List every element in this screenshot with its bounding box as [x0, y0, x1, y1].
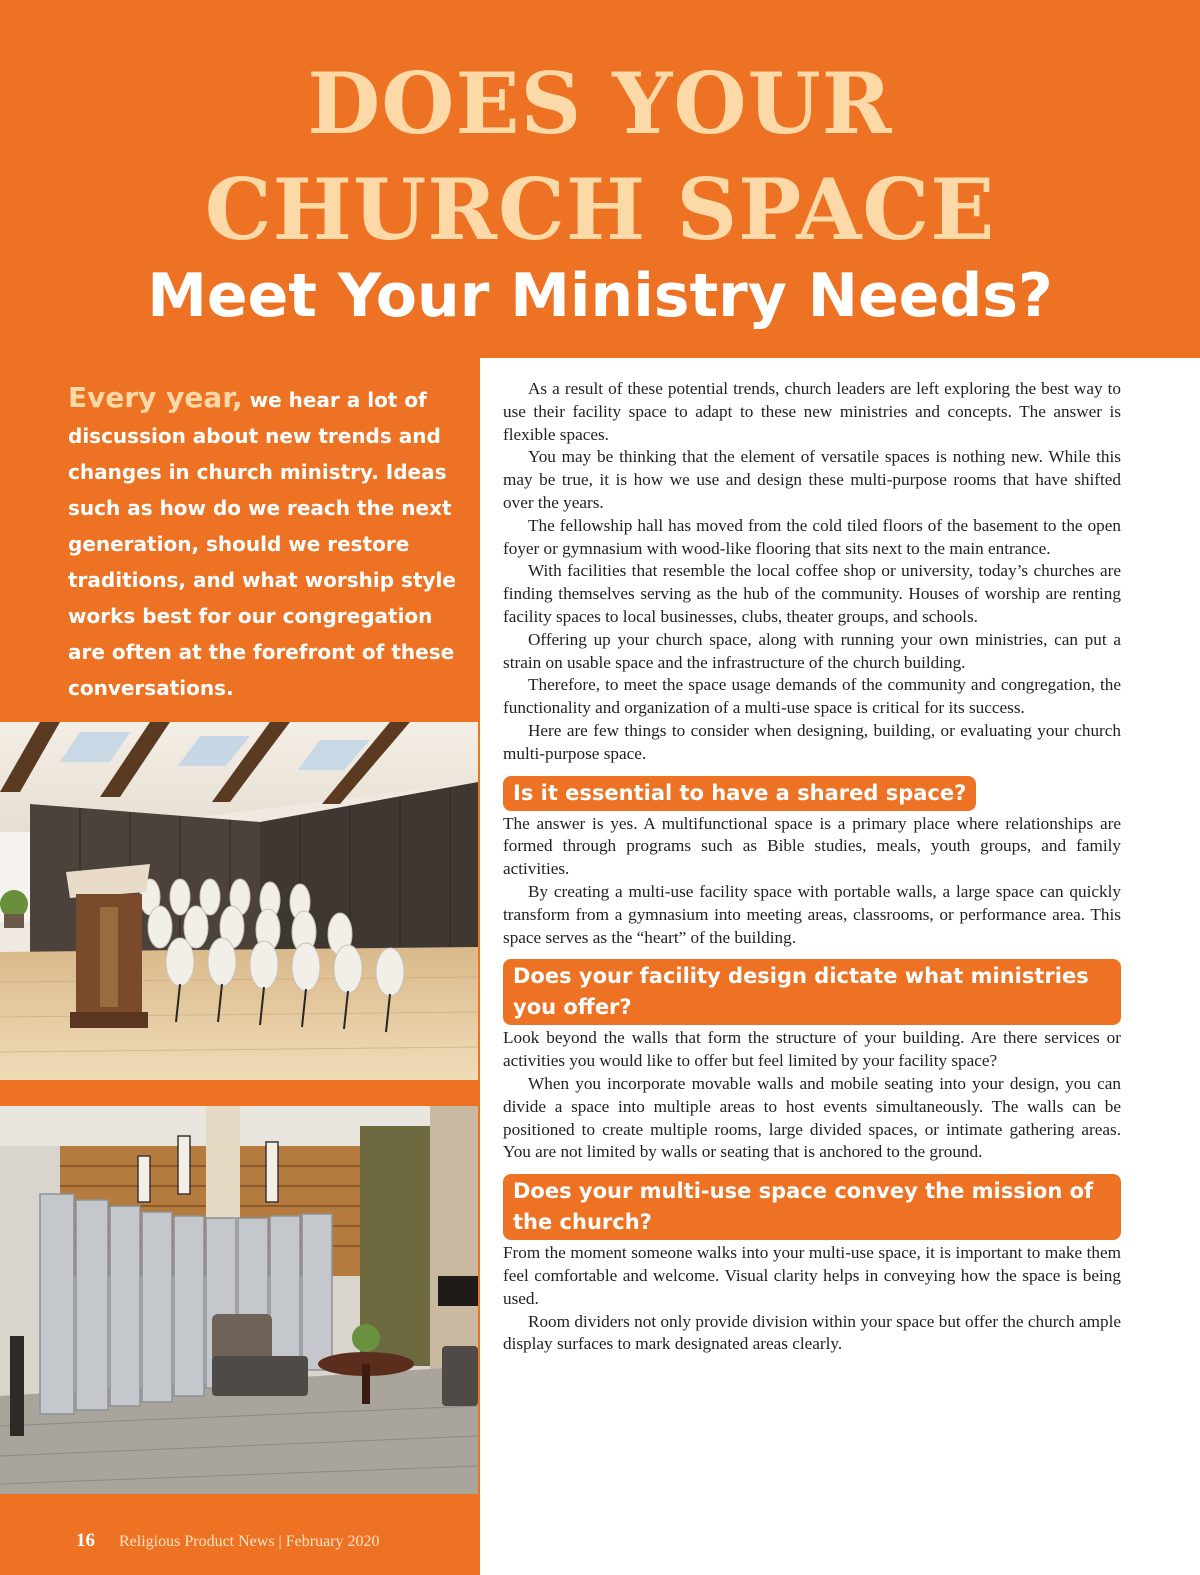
article-paragraph: Therefore, to meet the space usage demands of the community and congregation, the functionality and organization of a multi-use space is critical for its success. [503, 675, 1121, 718]
article-paragraph: When you incorporate movable walls and mobile seating into your design, you can divide a space into multiple areas to host events simultaneously. The walls can be positioned to create multiple rooms, large divided spaces, or intimate gathering areas. You are not limited by walls or seating that is anchored to the ground. [503, 1073, 1121, 1162]
article-paragraph: The fellowship hall has moved from the cold tiled floors of the basement to the open foyer or gymnasium with wood-like flooring that sits next to the main entrance. [503, 515, 1121, 558]
section-heading-shared-space: Is it essential to have a shared space? [503, 776, 976, 811]
headline-line-2: CHURCH SPACE [204, 160, 996, 259]
headline-line-1: DOES YOUR [307, 54, 893, 153]
article-paragraph: As a result of these potential trends, church leaders are left exploring the best way to use their facility space to adapt to these new ministries and concepts. The answer is flexible spaces. [503, 379, 1121, 444]
article-paragraph: You may be thinking that the element of versatile spaces is nothing new. While this may be true, it is how we use and design these multi-purpose rooms that have shifted over the years. [503, 447, 1121, 512]
intro-lead: Every year, [68, 381, 243, 414]
intro-paragraph [68, 380, 468, 706]
article-paragraph: Look beyond the walls that form the structure of your building. Are there services or activities you would like to offer but feel limited by your facility space? [503, 1028, 1121, 1071]
article-paragraph: Offering up your church space, along with running your own ministries, can put a strain on usable space and the infrastructure of the church building. [503, 629, 1121, 672]
photo-lobby-dividers [0, 1106, 478, 1494]
page-number: 16 [76, 1530, 95, 1551]
article-paragraph: By creating a multi-use facility space with portable walls, a large space can quickly transform from a gymnasium into meeting areas, classrooms, or performance area. This space serves as the “heart” of the building. [503, 881, 1121, 947]
article-paragraph: With facilities that resemble the local coffee shop or university, today’s churches are finding themselves serving as the hub of the community. Houses of worship are renting facility spaces to local businesses, clubs, theater groups, and schools. [503, 561, 1121, 626]
article-paragraph: Here are few things to consider when designing, building, or evaluating your church multi-purpose space. [503, 720, 1121, 763]
intro-text: we hear a lot of discussion about new trends and changes in church ministry. Ideas such as how do we reach the next generation, should we restore traditions, and what worship style works best for our congregation are often at the forefront of these conversations. [68, 388, 456, 700]
article-paragraph: From the moment someone walks into your multi-use space, it is important to make them feel comfortable and welcome. Visual clarity helps in conveying how the space is being used. [503, 1243, 1121, 1308]
section-heading-facility-design: Does your facility design dictate what ministries you offer? [503, 959, 1121, 1025]
photo-worship-hall [0, 722, 478, 1080]
publication-info: Religious Product News | February 2020 [119, 1533, 380, 1550]
page-footer [76, 1530, 380, 1552]
article-body [503, 378, 1121, 1356]
headline-subtitle: Meet Your Ministry Needs? [147, 261, 1053, 331]
article-paragraph: The answer is yes. A multifunctional space is a primary place where relationships are formed through programs such as Bible studies, meals, youth groups, and family activities. [503, 813, 1121, 879]
article-paragraph: Room dividers not only provide division within your space but offer the church ample display surfaces to mark designated areas clearly. [503, 1311, 1121, 1354]
section-heading-mission: Does your multi-use space convey the mission of the church? [503, 1174, 1121, 1240]
